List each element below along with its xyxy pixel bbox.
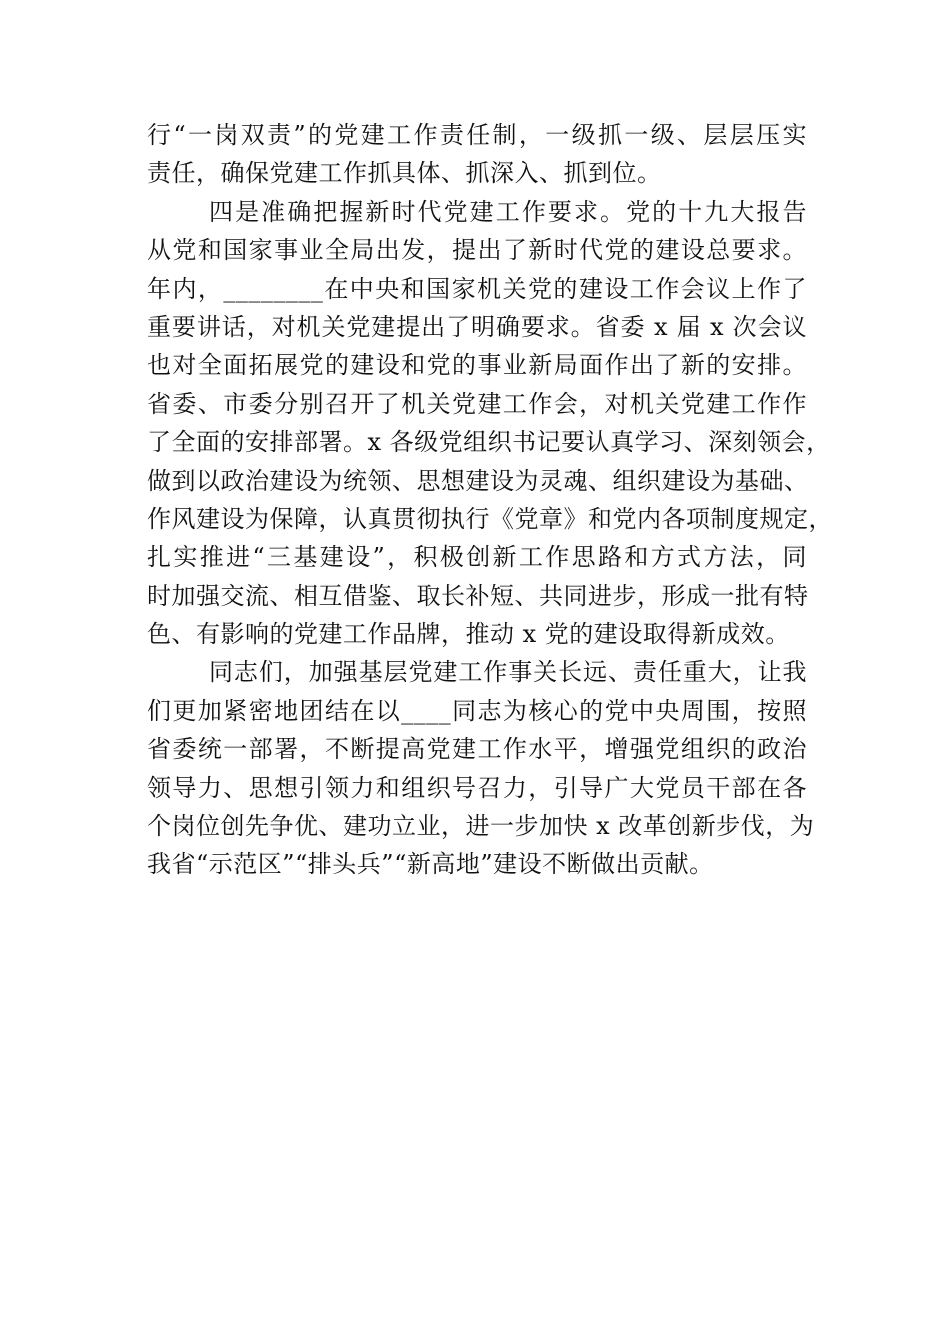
text-line: 们更加紧密地团结在以____同志为核心的党中央周围，按照 xyxy=(147,696,807,725)
paragraph-3 xyxy=(147,653,815,883)
paragraph-2 xyxy=(147,193,833,654)
text-line: 年内，________在中央和国家机关党的建设工作会议上作了 xyxy=(147,274,807,303)
text-line: 我省“示范区”“排头兵”“新高地”建设不断做出贡献。 xyxy=(147,850,714,879)
text-line: 扎实推进“三基建设”，积极创新工作思路和方式方法，同 xyxy=(147,543,807,572)
text-line: 了全面的安排部署。x 各级党组织书记要认真学习、深刻领会， xyxy=(147,428,831,457)
text-line: 也对全面拓展党的建设和党的事业新局面作出了新的安排。 xyxy=(147,351,807,380)
text-line: 责任，确保党建工作抓具体、抓深入、抓到位。 xyxy=(147,159,662,188)
text-line: 行“一岗双责”的党建工作责任制，一级抓一级、层层压实 xyxy=(147,121,807,149)
text-line: 从党和国家事业全局出发，提出了新时代党的建设总要求。 xyxy=(147,236,807,265)
text-line: 重要讲话，对机关党建提出了明确要求。省委 x 届 x 次会议 xyxy=(147,312,807,341)
text-line: 色、有影响的党建工作品牌，推动 x 党的建设取得新成效。 xyxy=(147,620,790,649)
text-line: 四是准确把握新时代党建工作要求。党的十九大报告 xyxy=(209,197,807,226)
text-line: 做到以政治建设为统领、思想建设为灵魂、组织建设为基础、 xyxy=(147,466,809,495)
text-line: 省委统一部署，不断提高党建工作水平，增强党组织的政治 xyxy=(147,735,807,764)
document-body xyxy=(147,116,833,884)
paragraph-1 xyxy=(147,116,807,193)
text-line: 个岗位创先争优、建功立业，进一步加快 x 改革创新步伐，为 xyxy=(147,812,815,841)
text-line: 时加强交流、相互借鉴、取长补短、共同进步，形成一批有特 xyxy=(147,581,809,610)
text-line: 同志们，加强基层党建工作事关长远、责任重大，让我 xyxy=(209,658,807,687)
text-line: 省委、市委分别召开了机关党建工作会，对机关党建工作作 xyxy=(147,389,807,418)
text-line: 领导力、思想引领力和组织号召力，引导广大党员干部在各 xyxy=(147,773,807,802)
text-line: 作风建设为保障，认真贯彻执行《党章》和党内各项制度规定， xyxy=(147,504,833,533)
